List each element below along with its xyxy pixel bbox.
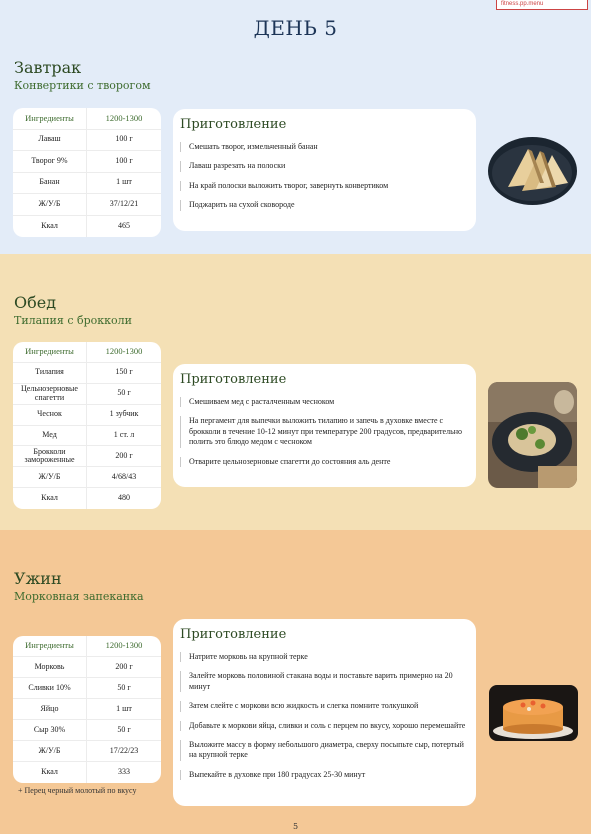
preparation-title: Приготовление xyxy=(180,117,287,132)
table-cell: Яйцо xyxy=(13,699,87,719)
table-cell: 150 г xyxy=(115,367,133,377)
preparation-card xyxy=(173,109,476,231)
table-row xyxy=(13,194,161,216)
table-row xyxy=(13,426,161,447)
preparation-step: Выпекайте в духовке при 180 градусах 25-30 минут xyxy=(180,770,468,780)
table-row xyxy=(13,762,161,783)
table-cell: Цельнозерновые спагетти xyxy=(13,384,87,404)
table-cell: 1200-1300 xyxy=(105,640,143,651)
table-cell: Банан xyxy=(13,173,87,194)
table-cell: Сливки 10% xyxy=(13,678,87,698)
table-cell: 4/68/43 xyxy=(111,471,137,481)
table-cell: Лаваш xyxy=(13,130,87,151)
preparation-step: Смешать творог, измельченный банан xyxy=(180,142,468,152)
table-cell: Сыр 30% xyxy=(13,720,87,740)
table-cell: 465 xyxy=(118,220,130,230)
table-cell: Ингредиенты xyxy=(13,342,87,362)
table-row xyxy=(13,363,161,384)
dinner-dish-image xyxy=(489,685,578,741)
table-cell: 200 г xyxy=(115,451,133,460)
table-cell: 37/12/21 xyxy=(109,198,139,208)
preparation-step: Добавьте к моркови яйца, сливки и соль с перцем по вкусу, хорошо перемешайте xyxy=(180,721,468,731)
breakfast-heading xyxy=(14,58,151,92)
preparation-step: Выложите массу в форму небольшого диаметра, сверху посыпьте сыр, потертый на крупной терке xyxy=(180,740,468,761)
preparation-step: Затем слейте с моркови всю жидкость и слегка помните толкушкой xyxy=(180,701,468,711)
breakfast-section xyxy=(0,0,591,254)
table-row xyxy=(13,678,161,699)
table-cell: Ж/У/Б xyxy=(13,741,87,761)
table-cell: 1 зубчик xyxy=(109,409,139,419)
ingredients-table xyxy=(13,342,161,509)
steps-list xyxy=(179,142,468,211)
table-cell: 1200-1300 xyxy=(105,346,143,357)
dinner-heading xyxy=(14,569,144,603)
table-row xyxy=(13,741,161,762)
table-cell: Ккал xyxy=(13,216,87,238)
lunch-heading xyxy=(14,293,132,327)
table-cell: Брокколи замороженные xyxy=(13,446,87,466)
site-tag: fitness.pp.menu xyxy=(496,0,588,10)
meal-name: Завтрак xyxy=(14,58,82,77)
steps-list xyxy=(179,397,468,467)
dish-name: Морковная запеканка xyxy=(14,590,144,603)
dish-name: Тилапия с брокколи xyxy=(14,314,132,327)
table-row xyxy=(13,699,161,720)
table-row xyxy=(13,446,161,467)
preparation-step: Отварите цельнозерновые спагетти до состояния аль денте xyxy=(180,457,468,467)
table-cell: 100 г xyxy=(115,134,133,144)
table-cell: Мед xyxy=(13,426,87,446)
table-cell: Ж/У/Б xyxy=(13,194,87,215)
table-cell: Ж/У/Б xyxy=(13,467,87,487)
table-row xyxy=(13,216,161,238)
preparation-step: Лаваш разрезать на полоски xyxy=(180,161,468,171)
table-header-row xyxy=(13,108,161,130)
table-row xyxy=(13,173,161,195)
preparation-title: Приготовление xyxy=(180,627,287,642)
page-number: 5 xyxy=(292,822,299,831)
table-header-row xyxy=(13,636,161,657)
table-header-row xyxy=(13,342,161,363)
seasoning-note: + Перец черный молотый по вкусу xyxy=(18,786,137,795)
table-row xyxy=(13,488,161,509)
meal-name: Ужин xyxy=(14,569,62,588)
table-cell: 50 г xyxy=(117,682,131,692)
preparation-step: Поджарить на сухой сковороде xyxy=(180,200,468,210)
ingredients-table xyxy=(13,108,161,237)
table-cell: 1 ст. л xyxy=(113,430,135,440)
dish-name: Конвертики с творогом xyxy=(14,79,151,92)
table-cell: Ингредиенты xyxy=(13,108,87,129)
preparation-step: На край полоски выложить творог, завернуть конвертиком xyxy=(180,181,468,191)
table-row xyxy=(13,151,161,173)
preparation-title: Приготовление xyxy=(180,372,287,387)
lunch-section xyxy=(0,254,591,530)
table-row xyxy=(13,467,161,488)
table-cell: 50 г xyxy=(117,724,131,734)
table-row xyxy=(13,130,161,152)
table-cell: 333 xyxy=(118,767,130,777)
table-cell: 50 г xyxy=(117,388,131,398)
table-cell: 200 г xyxy=(115,661,133,671)
table-cell: Ккал xyxy=(13,762,87,783)
table-cell: Ингредиенты xyxy=(13,636,87,656)
ingredients-table xyxy=(13,636,161,783)
preparation-step: Смешиваем мед с расталченным чесноком xyxy=(180,397,468,407)
steps-list xyxy=(179,652,468,780)
meal-name: Обед xyxy=(14,293,57,312)
table-row xyxy=(13,405,161,426)
lunch-dish-image xyxy=(488,382,577,488)
preparation-step: Залейте морковь половиной стакана воды и поставьте варить примерно на 20 минут xyxy=(180,671,468,692)
table-cell: 100 г xyxy=(115,155,133,165)
table-cell: Чеснок xyxy=(13,405,87,425)
table-row xyxy=(13,657,161,678)
table-row xyxy=(13,720,161,741)
table-row xyxy=(13,384,161,405)
table-cell: Ккал xyxy=(13,488,87,509)
table-cell: 1 шт xyxy=(116,703,132,713)
table-cell: 480 xyxy=(118,493,130,503)
table-cell: Морковь xyxy=(13,657,87,677)
table-cell: 17/22/23 xyxy=(109,745,139,755)
preparation-step: На пергамент для выпечки выложить тилапию и запечь в духовке вместе с брокколи в течение 10-12 минут при температуре 200 градусов, предварительно полить это блюдо медом с чесноком xyxy=(180,416,468,447)
breakfast-dish-image xyxy=(488,137,577,205)
table-cell: Творог 9% xyxy=(13,151,87,172)
table-cell: Тилапия xyxy=(13,363,87,383)
table-cell: 1200-1300 xyxy=(105,112,143,123)
day-title: ДЕНЬ 5 xyxy=(253,16,338,40)
preparation-step: Натрите морковь на крупной терке xyxy=(180,652,468,662)
preparation-card xyxy=(173,619,476,806)
table-cell: 1 шт xyxy=(116,177,132,187)
preparation-card xyxy=(173,364,476,487)
